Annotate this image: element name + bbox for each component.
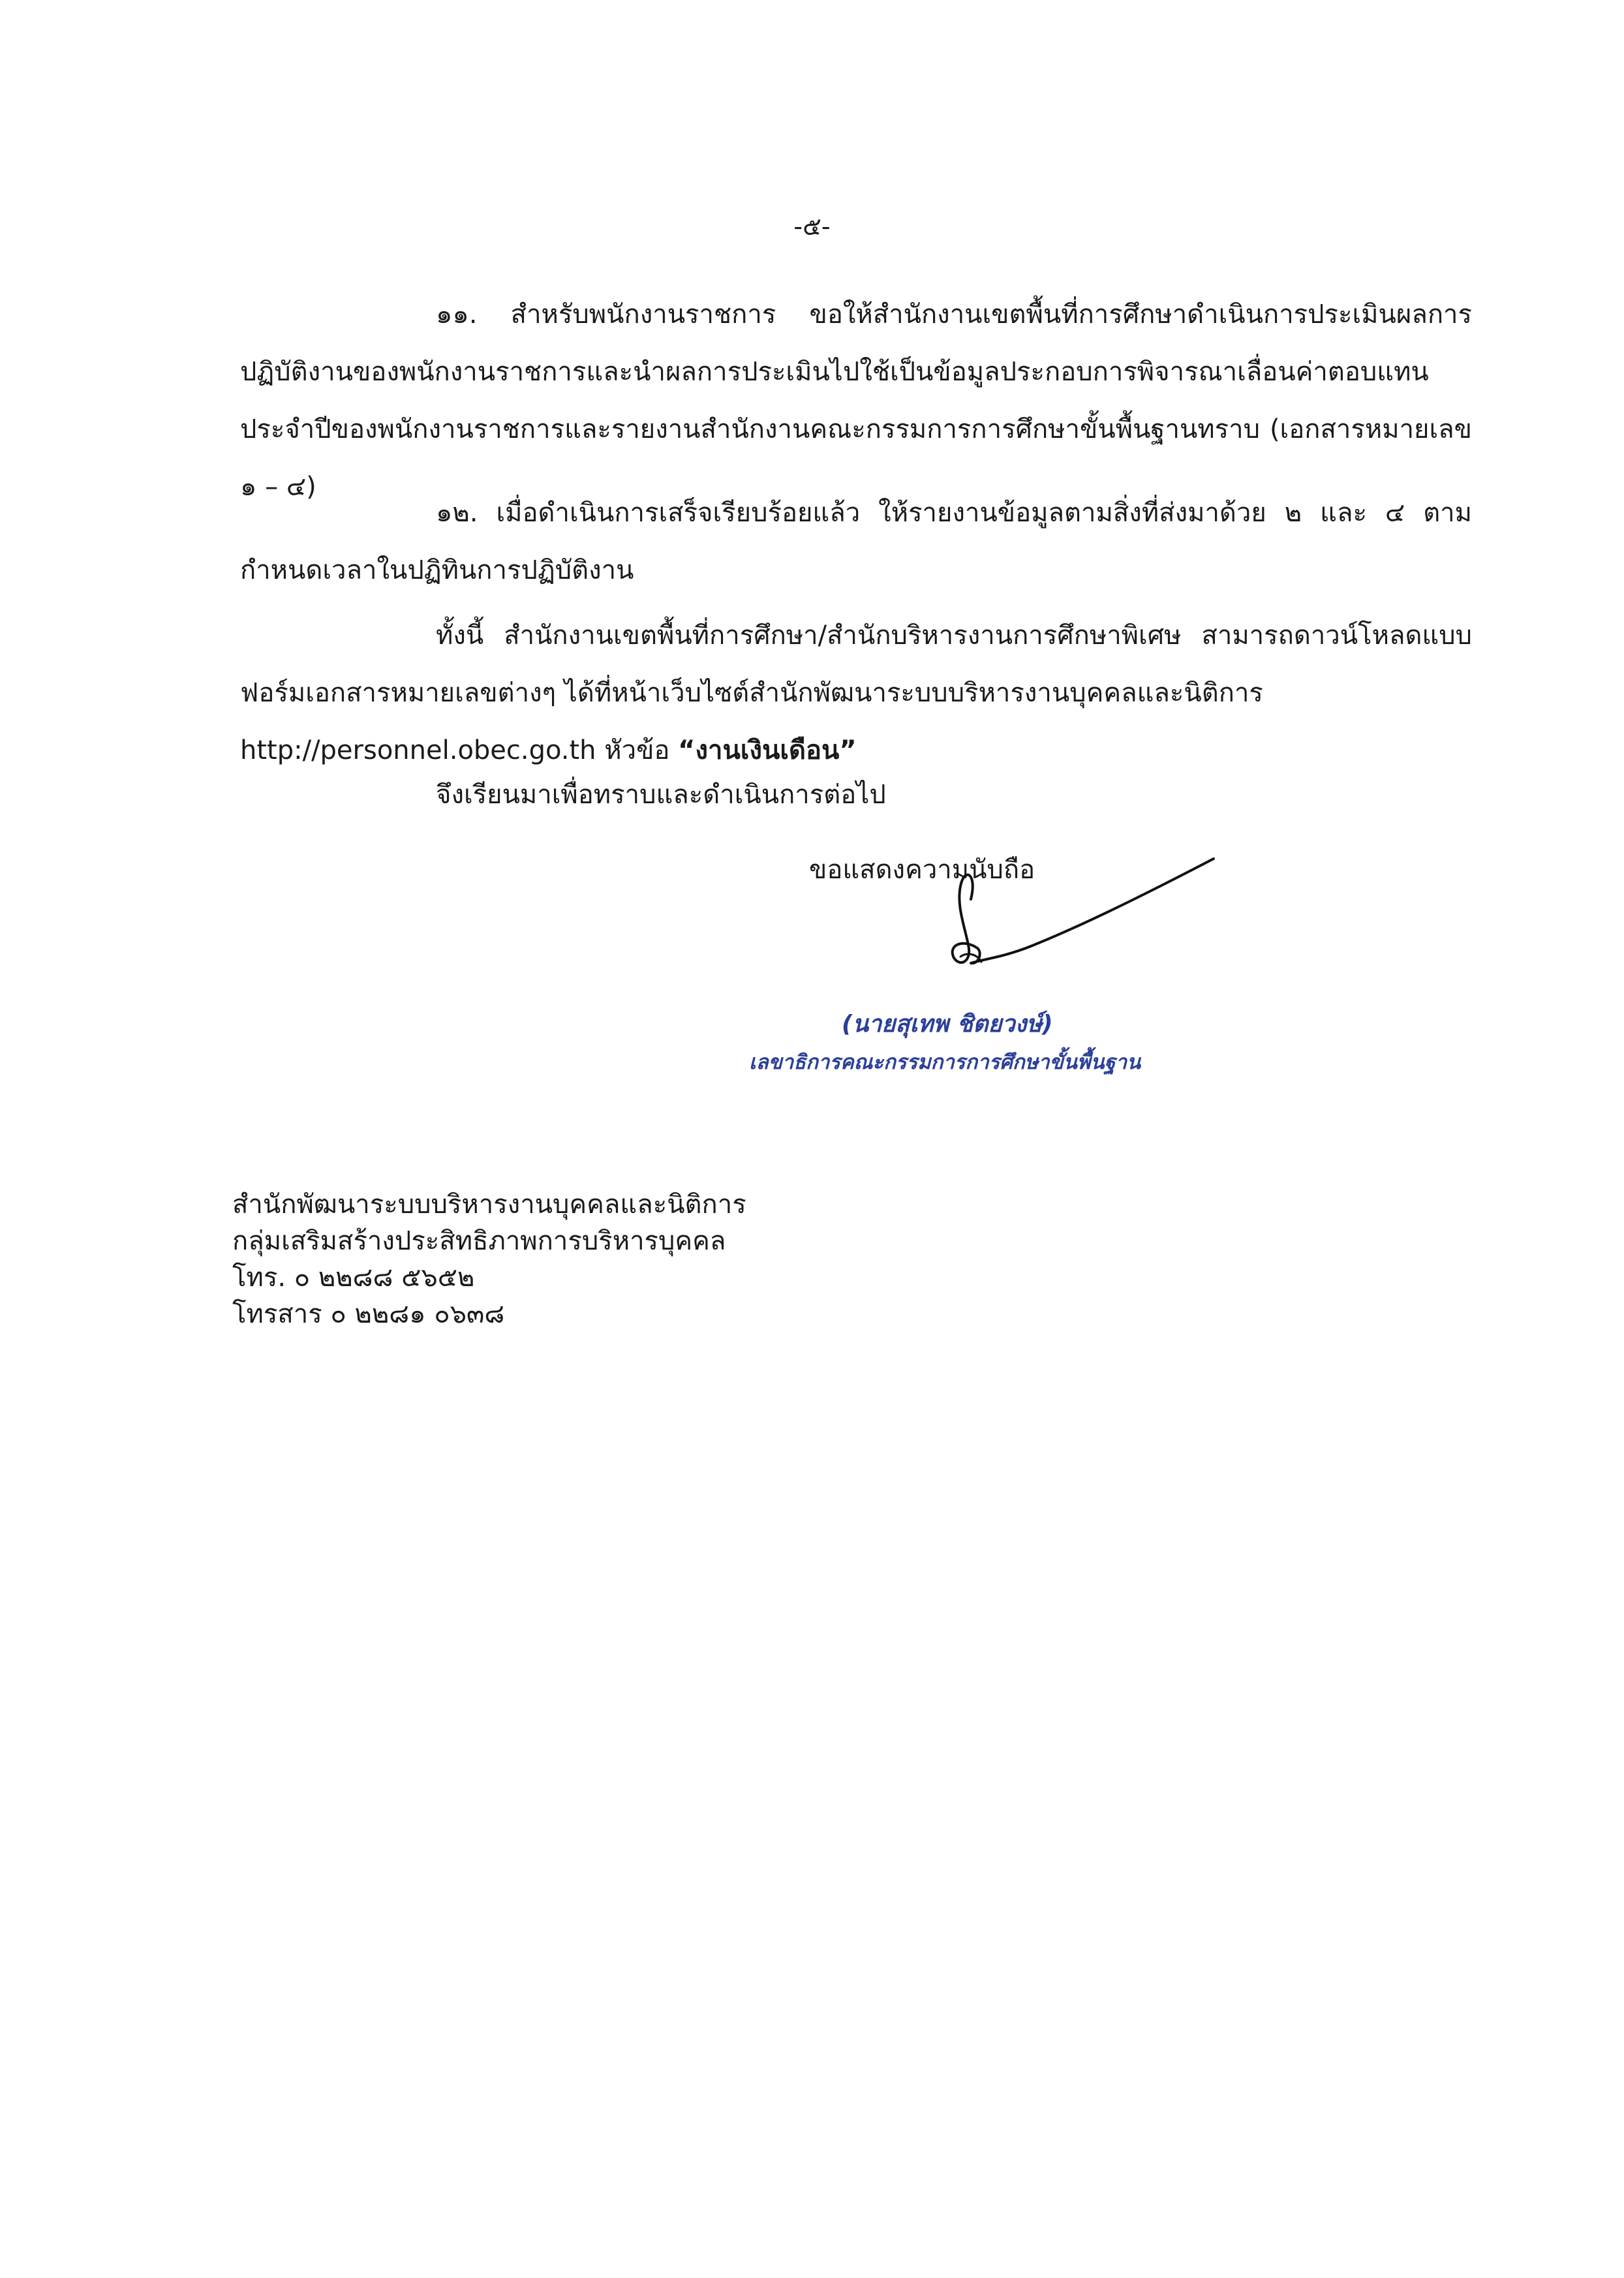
footer-phone: โทร. ๐ ๒๒๘๘ ๕๖๕๒ bbox=[232, 1263, 475, 1293]
closing-sentence: จึงเรียนมาเพื่อทราบและดำเนินการต่อไป bbox=[436, 780, 886, 810]
footer-group: กลุ่มเสริมสร้างประสิทธิภาพการบริหารบุคคล bbox=[232, 1226, 726, 1256]
footer-fax: โทรสาร ๐ ๒๒๘๑ ๐๖๓๘ bbox=[232, 1299, 505, 1329]
handwritten-signature bbox=[900, 847, 1240, 1010]
personnel-website-link[interactable]: http://personnel.obec.go.th bbox=[240, 735, 596, 765]
regards-line: ขอแสดงความนับถือ bbox=[809, 855, 1035, 885]
footer-office: สำนักพัฒนาระบบบริหารงานบุคคลและนิติการ bbox=[232, 1190, 746, 1220]
notice-text: ทั้งนี้ สำนักงานเขตพื้นที่การศึกษา/สำนักบริหารงานการศึกษาพิเศษ สามารถดาวน์โหลดแบบฟอร์มเอกสารหมายเลขต่างๆ ได้ที่หน้าเว็บไซต์สำนักพัฒนาระบบบริหารงานบุคคลและนิติการ bbox=[240, 621, 1472, 708]
paragraph-item-11: ๑๑. สำหรับพนักงานราชการ ขอให้สำนักงานเขตพื้นที่การศึกษาดำเนินการประเมินผลการปฏิบัติงานของพนักงานราชการและนำผลการประเมินไปใช้เป็นข้อมูลประกอบการพิจารณาเลื่อนค่าตอบแทนประจำปีของพนักงานราชการและรายงานสำนักงานคณะกรรมการการศึกษาขั้นพื้นฐานทราบ (เอกสารหมายเลข ๑ – ๔) bbox=[240, 300, 1472, 502]
signer-title: เลขาธิการคณะกรรมการการศึกษาขั้นพื้นฐาน bbox=[749, 1051, 1141, 1074]
footer-contact bbox=[232, 1186, 746, 1332]
paragraph-notice bbox=[240, 607, 1472, 779]
topic-label: หัวข้อ bbox=[604, 735, 670, 765]
topic-name: “งานเงินเดือน” bbox=[678, 735, 857, 765]
page-number: -๕- bbox=[793, 212, 831, 241]
signer-name: (นายสุเทพ ชิตยวงษ์) bbox=[842, 1011, 1053, 1038]
paragraph-item-12: ๑๒. เมื่อดำเนินการเสร็จเรียบร้อยแล้ว ให้รายงานข้อมูลตามสิ่งที่ส่งมาด้วย ๒ และ ๔ ตามกำหนดเวลาในปฏิทินการปฏิบัติงาน bbox=[240, 498, 1473, 585]
